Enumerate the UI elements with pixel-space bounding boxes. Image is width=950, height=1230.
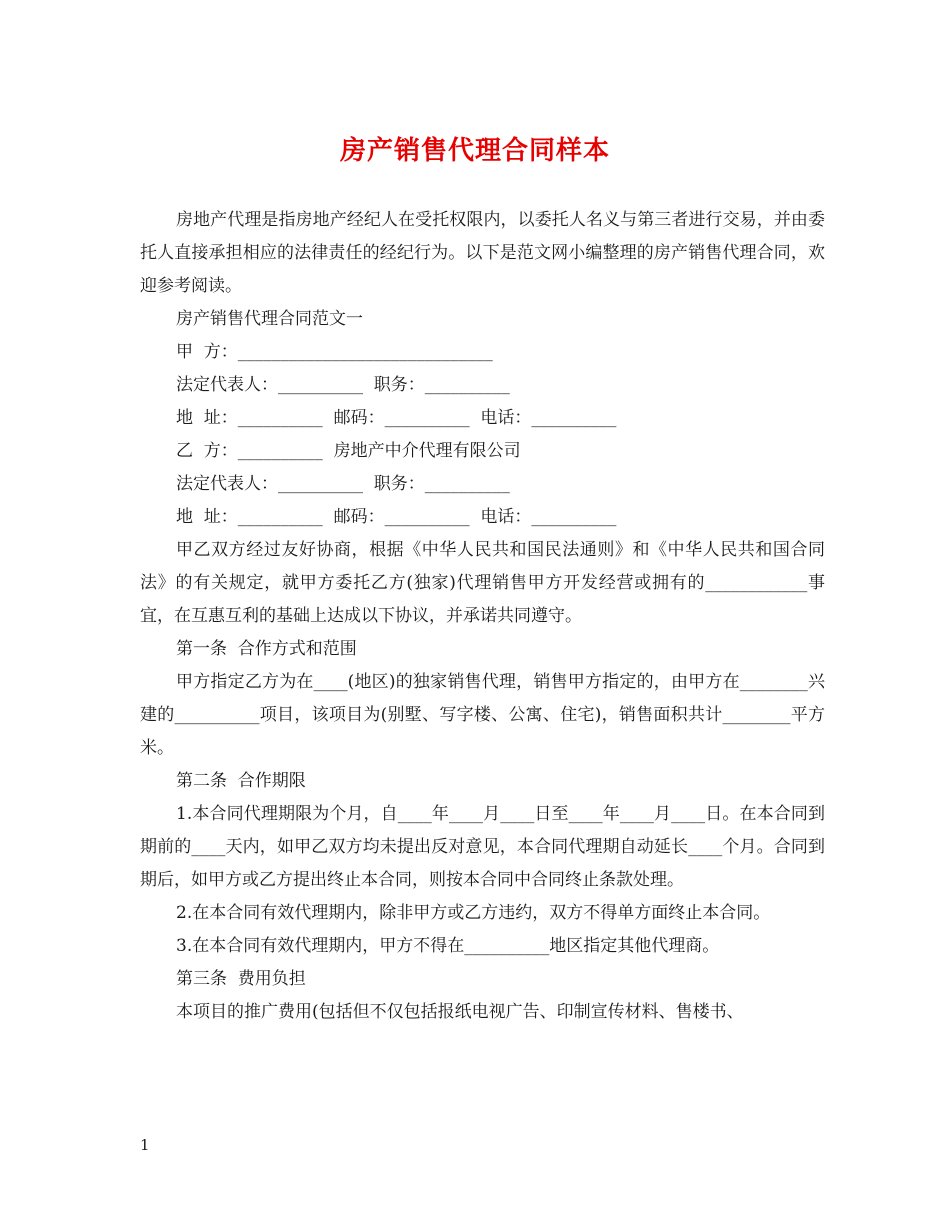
article-3-body: 本项目的推广费用(包括但不仅包括报纸电视广告、印制宣传材料、售楼书、: [176, 1002, 744, 1022]
article-2-clause-2: 2.在本合同有效代理期内，除非甲方或乙方违约，双方不得单方面终止本合同。: [176, 903, 771, 923]
article-1-body: 甲方指定乙方为在____(地区)的独家销售代理，销售甲方指定的，由甲方在________兴建的__________项目，该项目为(别墅、写字楼、公寓、住宅)，销售面积共计________平方米。: [140, 672, 825, 758]
page-number: 1: [140, 1136, 150, 1154]
document-body: [140, 204, 825, 1029]
article-3-heading: 第三条 费用负担: [176, 969, 306, 989]
article-2-heading: 第二条 合作期限: [176, 771, 306, 791]
paragraph-intro: 房地产代理是指房地产经纪人在受托权限内，以委托人名义与第三者进行交易，并由委托人直接承担相应的法律责任的经纪行为。以下是范文网小编整理的房产销售代理合同，欢迎参考阅读。: [140, 210, 825, 296]
article-2-clause-3: 3.在本合同有效代理期内，甲方不得在__________地区指定其他代理商。: [176, 936, 720, 956]
party-a-line: 甲 方：______________________________: [176, 342, 493, 362]
paragraph-sample-heading: 房产销售代理合同范文一: [176, 309, 363, 329]
party-b-address-line: 地 址：__________ 邮码：__________ 电话：__________: [176, 507, 617, 527]
party-a-representative-line: 法定代表人：__________ 职务：__________: [176, 375, 510, 395]
article-1-heading: 第一条 合作方式和范围: [176, 639, 357, 659]
party-b-representative-line: 法定代表人：__________ 职务：__________: [176, 474, 510, 494]
document-title: 房产销售代理合同样本: [339, 136, 610, 166]
party-b-line: 乙 方：__________ 房地产中介代理有限公司: [176, 441, 521, 461]
paragraph-agreement: 甲乙双方经过友好协商，根据《中华人民共和国民法通则》和《中华人民共和国合同法》的有关规定，就甲方委托乙方(独家)代理销售甲方开发经营或拥有的____________事宜，在互惠互利的基础上达成以下协议，并承诺共同遵守。: [140, 540, 825, 626]
party-a-address-line: 地 址：__________ 邮码：__________ 电话：__________: [176, 408, 617, 428]
article-2-clause-1: 1.本合同代理期限为个月，自____年____月____日至____年____月____日。在本合同到期前的____天内，如甲乙双方均未提出反对意见，本合同代理期自动延长____个月。合同到期后，如甲方或乙方提出终止本合同，则按本合同中合同终止条款处理。: [140, 804, 825, 890]
